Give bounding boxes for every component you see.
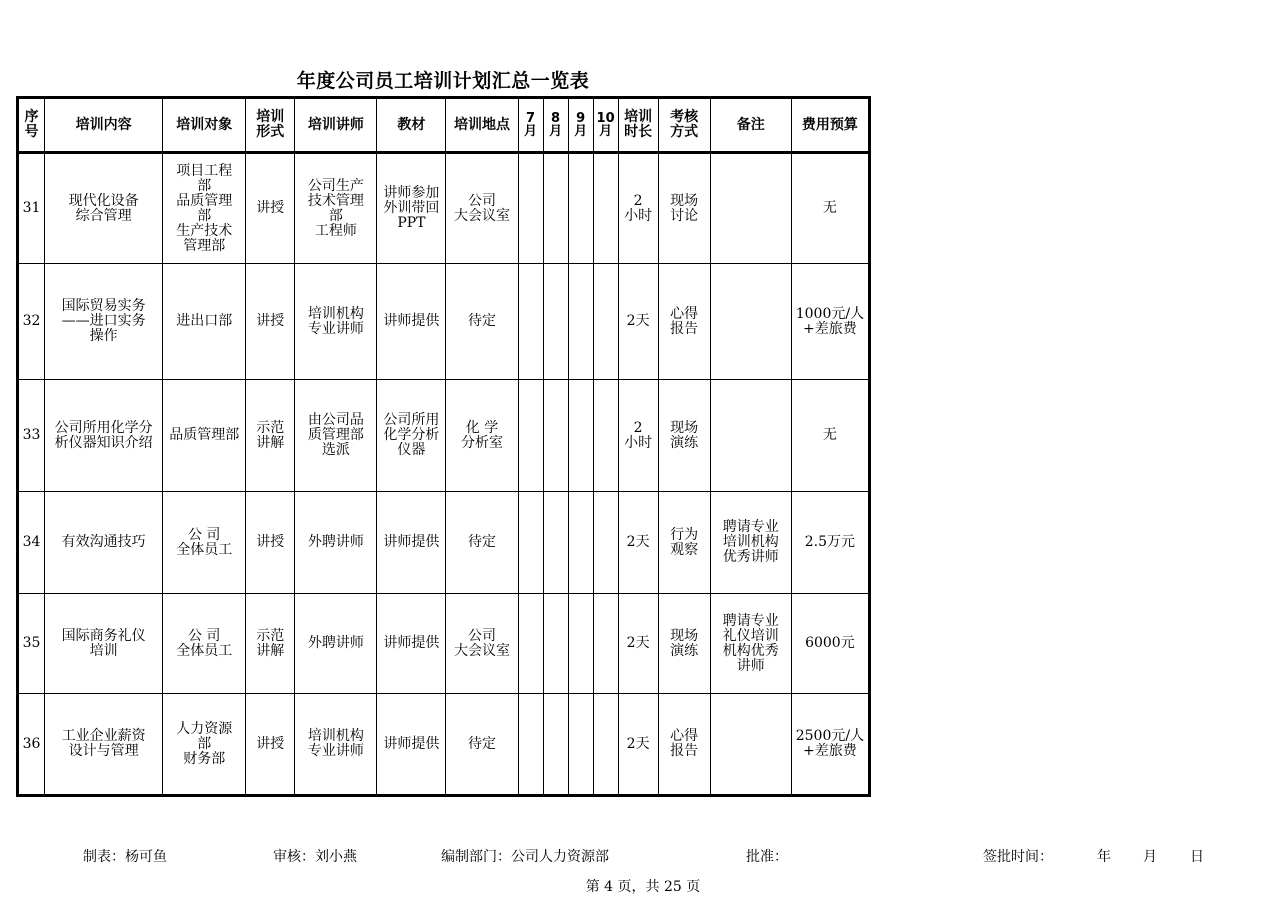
cell-material: 讲师提供	[377, 264, 446, 380]
cell-month-8	[543, 694, 568, 796]
footer-maker: 制表：杨可鱼	[83, 849, 167, 865]
footer-reviewer: 审核：刘小燕	[273, 849, 357, 865]
cell-remark	[710, 264, 791, 380]
header-place: 培训地点	[446, 98, 518, 153]
cell-month-9	[568, 153, 593, 264]
cell-form: 讲授	[246, 264, 295, 380]
footer-month: 月	[1143, 849, 1157, 865]
table-row	[18, 492, 870, 594]
page-number: 第 4 页，共 25 页	[585, 879, 701, 895]
cell-month-8	[543, 153, 568, 264]
cell-assess: 现场 演练	[658, 380, 710, 492]
cell-lecturer: 外聘讲师	[295, 594, 377, 694]
header-content: 培训内容	[45, 98, 163, 153]
cell-place: 待定	[446, 492, 518, 594]
cell-duration: 2 小时	[618, 153, 658, 264]
footer-sign-time: 签批时间：	[983, 849, 1053, 865]
header-target: 培训对象	[163, 98, 246, 153]
cell-assess: 现场 讨论	[658, 153, 710, 264]
table-header-row	[18, 98, 870, 153]
table-row	[18, 380, 870, 492]
cell-remark: 聘请专业 培训机构 优秀讲师	[710, 492, 791, 594]
header-assess: 考核 方式	[658, 98, 710, 153]
page-title: 年度公司员工培训计划汇总一览表	[296, 70, 590, 92]
cell-duration: 2天	[618, 492, 658, 594]
header-form: 培训 形式	[246, 98, 295, 153]
cell-content: 国际商务礼仪 培训	[45, 594, 163, 694]
cell-assess: 心得 报告	[658, 694, 710, 796]
cell-month-10	[593, 492, 618, 594]
cell-lecturer: 培训机构 专业讲师	[295, 694, 377, 796]
cell-month-10	[593, 694, 618, 796]
cell-material: 讲师参加 外训带回 PPT	[377, 153, 446, 264]
cell-month-9	[568, 694, 593, 796]
cell-remark	[710, 694, 791, 796]
header-duration: 培训 时长	[618, 98, 658, 153]
cell-month-9	[568, 380, 593, 492]
cell-material: 讲师提供	[377, 492, 446, 594]
cell-month-10	[593, 264, 618, 380]
table-row	[18, 153, 870, 264]
cell-no: 33	[18, 380, 45, 492]
cell-month-7	[518, 492, 543, 594]
cell-form: 讲授	[246, 694, 295, 796]
cell-month-9	[568, 594, 593, 694]
cell-remark	[710, 153, 791, 264]
header-lecturer: 培训讲师	[295, 98, 377, 153]
cell-target: 项目工程 部 品质管理 部 生产技术 管理部	[163, 153, 246, 264]
cell-content: 公司所用化学分 析仪器知识介绍	[45, 380, 163, 492]
cell-month-9	[568, 492, 593, 594]
cell-form: 讲授	[246, 492, 295, 594]
cell-month-8	[543, 492, 568, 594]
cell-place: 待定	[446, 694, 518, 796]
cell-content: 工业企业薪资 设计与管理	[45, 694, 163, 796]
header-month-8: 8 月	[543, 98, 568, 153]
cell-month-10	[593, 594, 618, 694]
cell-month-8	[543, 380, 568, 492]
cell-material: 公司所用 化学分析 仪器	[377, 380, 446, 492]
cell-month-7	[518, 594, 543, 694]
cell-duration: 2 小时	[618, 380, 658, 492]
footer-dept: 编制部门：公司人力资源部	[441, 849, 609, 865]
cell-place: 公司 大会议室	[446, 153, 518, 264]
cell-target: 品质管理部	[163, 380, 246, 492]
cell-place: 化 学 分析室	[446, 380, 518, 492]
header-month-7: 7 月	[518, 98, 543, 153]
cell-month-7	[518, 264, 543, 380]
cell-content: 现代化设备 综合管理	[45, 153, 163, 264]
cell-lecturer: 外聘讲师	[295, 492, 377, 594]
cell-no: 31	[18, 153, 45, 264]
cell-target: 人力资源 部 财务部	[163, 694, 246, 796]
header-budget: 费用预算	[791, 98, 869, 153]
cell-month-9	[568, 264, 593, 380]
cell-lecturer: 公司生产 技术管理 部 工程师	[295, 153, 377, 264]
cell-no: 32	[18, 264, 45, 380]
cell-budget: 6000元	[791, 594, 869, 694]
cell-content: 有效沟通技巧	[45, 492, 163, 594]
header-material: 教材	[377, 98, 446, 153]
cell-form: 示范 讲解	[246, 380, 295, 492]
cell-budget: 2.5万元	[791, 492, 869, 594]
cell-target: 公 司 全体员工	[163, 594, 246, 694]
cell-material: 讲师提供	[377, 594, 446, 694]
cell-assess: 现场 演练	[658, 594, 710, 694]
cell-month-10	[593, 153, 618, 264]
table-row	[18, 264, 870, 380]
cell-remark	[710, 380, 791, 492]
cell-lecturer: 由公司品 质管理部 选派	[295, 380, 377, 492]
cell-place: 公司 大会议室	[446, 594, 518, 694]
cell-content: 国际贸易实务 ——进口实务 操作	[45, 264, 163, 380]
cell-assess: 心得 报告	[658, 264, 710, 380]
cell-target: 公 司 全体员工	[163, 492, 246, 594]
cell-no: 35	[18, 594, 45, 694]
cell-duration: 2天	[618, 264, 658, 380]
cell-month-8	[543, 264, 568, 380]
footer-approve: 批准：	[746, 849, 788, 865]
training-plan-table	[16, 96, 871, 797]
cell-budget: 2500元/人 +差旅费	[791, 694, 869, 796]
cell-no: 34	[18, 492, 45, 594]
header-no: 序 号	[18, 98, 45, 153]
cell-lecturer: 培训机构 专业讲师	[295, 264, 377, 380]
header-month-9: 9 月	[568, 98, 593, 153]
cell-budget: 1000元/人 +差旅费	[791, 264, 869, 380]
cell-target: 进出口部	[163, 264, 246, 380]
cell-month-7	[518, 694, 543, 796]
cell-material: 讲师提供	[377, 694, 446, 796]
cell-month-8	[543, 594, 568, 694]
cell-duration: 2天	[618, 594, 658, 694]
cell-budget: 无	[791, 380, 869, 492]
table-row	[18, 694, 870, 796]
footer-day: 日	[1190, 849, 1204, 865]
cell-duration: 2天	[618, 694, 658, 796]
cell-place: 待定	[446, 264, 518, 380]
cell-form: 示范 讲解	[246, 594, 295, 694]
cell-form: 讲授	[246, 153, 295, 264]
cell-assess: 行为 观察	[658, 492, 710, 594]
header-remark: 备注	[710, 98, 791, 153]
footer-year: 年	[1097, 849, 1111, 865]
cell-remark: 聘请专业 礼仪培训 机构优秀 讲师	[710, 594, 791, 694]
table-row	[18, 594, 870, 694]
cell-month-7	[518, 153, 543, 264]
cell-month-7	[518, 380, 543, 492]
cell-no: 36	[18, 694, 45, 796]
cell-month-10	[593, 380, 618, 492]
header-month-10: 10 月	[593, 98, 618, 153]
cell-budget: 无	[791, 153, 869, 264]
